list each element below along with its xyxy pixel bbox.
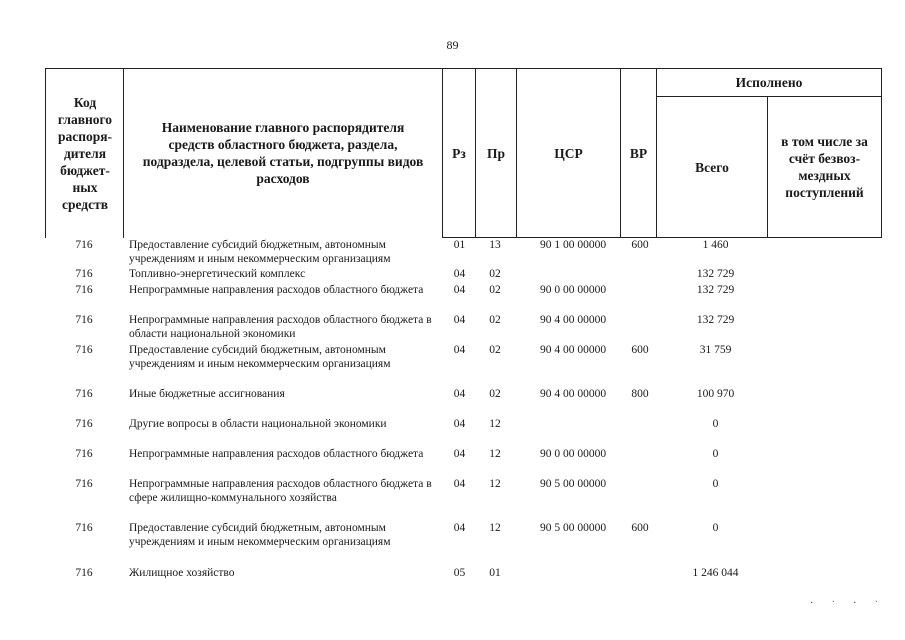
header-incl-free: в том числе за счёт безвоз-мездных поступлений <box>781 134 868 200</box>
header-name: Наименование главного распорядителя средств областного бюджета, раздела, подраздела, целевой статьи, подгруппы видов расходов <box>142 120 424 186</box>
header-pr: Пр <box>486 145 505 161</box>
header-total: Всего <box>695 159 729 175</box>
header-vr: ВР <box>629 145 648 161</box>
scan-specks: · ˑ · ˑ <box>810 598 886 609</box>
header-executed: Исполнено <box>735 74 803 90</box>
table-header <box>45 68 882 238</box>
header-rz: Рз <box>452 145 466 161</box>
page-number: 89 <box>446 38 459 52</box>
header-code: Код главного распоря-дителя бюджет-ных средств <box>57 94 113 212</box>
header-csr: ЦСР <box>554 145 583 161</box>
